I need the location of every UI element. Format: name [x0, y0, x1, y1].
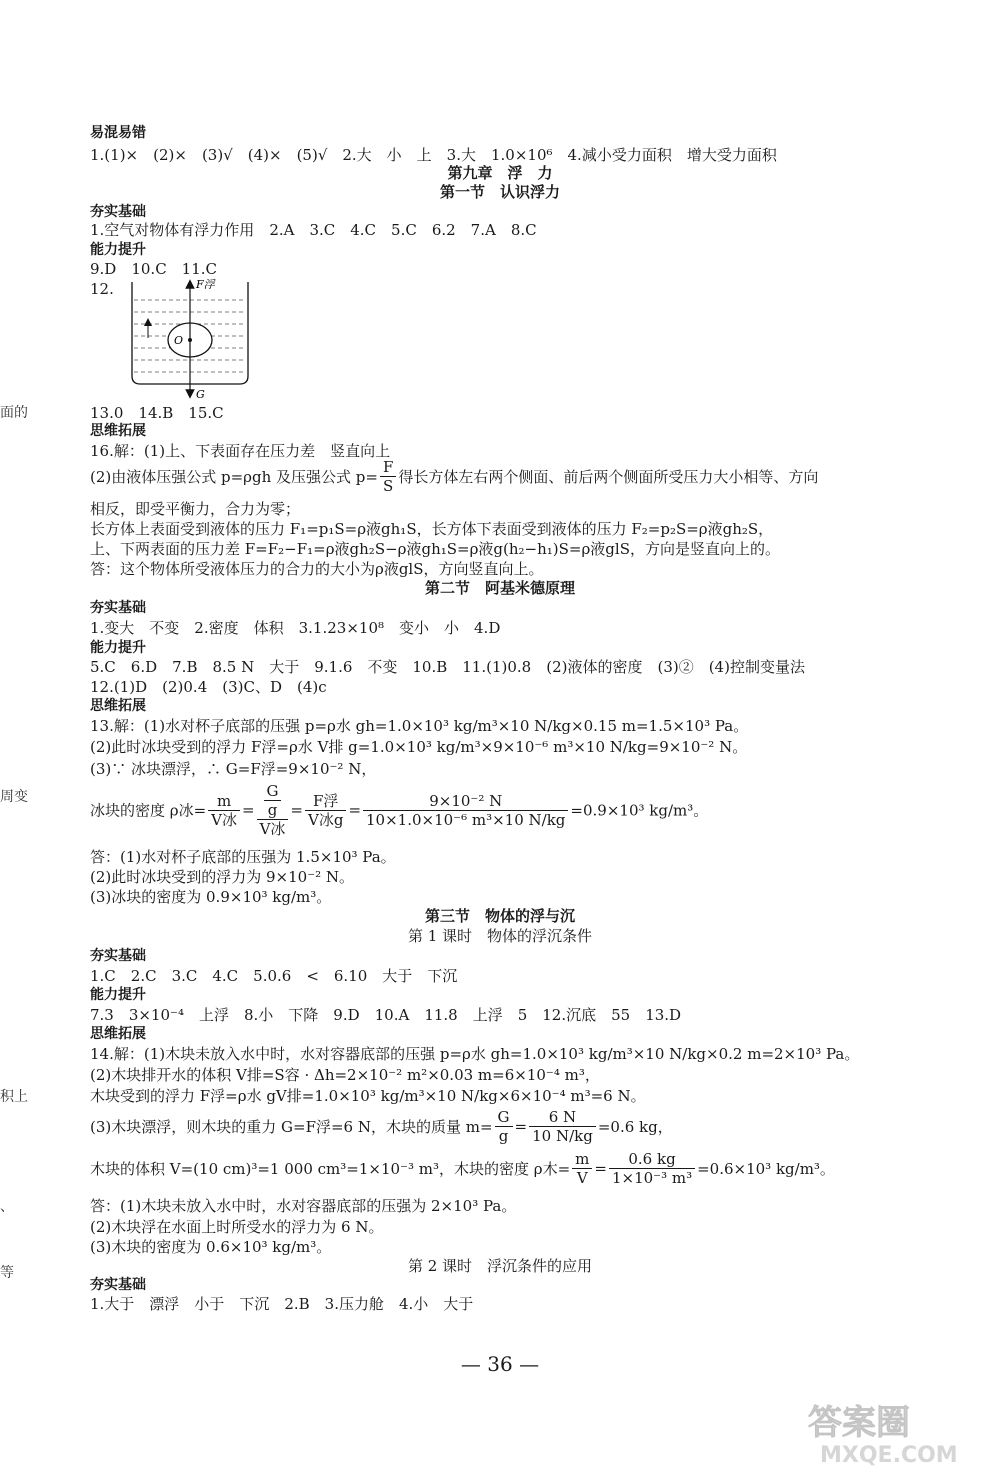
- answer-line: 16.解：(1)上、下表面存在压力差 竖直向上: [90, 442, 391, 460]
- answer-line: 1.变大 不变 2.密度 体积 3.1.23×10⁸ 变小 小 4.D: [90, 619, 501, 637]
- buoyancy-diagram: [128, 278, 258, 403]
- answer-line: 1.大于 漂浮 小于 下沉 2.B 3.压力舱 4.小 大于: [90, 1295, 474, 1313]
- section-heading: 思维拓展: [90, 423, 146, 439]
- answer-line: 相反，即受平衡力，合力为零；: [90, 500, 301, 518]
- center-label: O: [174, 334, 184, 347]
- formula-text: (2)由液体压强公式 p=ρgh 及压强公式 p=: [90, 468, 378, 486]
- answer-line: 1.空气对物体有浮力作用 2.A 3.C 4.C 5.C 6.2 7.A 8.C: [90, 221, 537, 239]
- section-heading: 能力提升: [90, 987, 146, 1003]
- edge-mark-2: 周变: [0, 789, 28, 805]
- page-number: — 36 —: [460, 1352, 540, 1376]
- edge-mark-3: 积上: [0, 1089, 28, 1105]
- section-title: 第 2 课时 浮沉条件的应用: [407, 1257, 593, 1275]
- answer-line: 12.: [90, 280, 114, 298]
- answer-line: 答：这个物体所受液体压力的合力的大小为ρ液glS，方向竖直向上。: [90, 560, 544, 578]
- answer-line: 上、下两表面的压力差 F=F₂−F₁=ρ液gh₂S−ρ液gh₁S=ρ液g(h₂−h₁)S=ρ液glS，方向是竖直向上的。: [90, 540, 780, 558]
- answer-line: 5.C 6.D 7.B 8.5 N 大于 9.1.6 不变 10.B 11.(1)0.8 (2)液体的密度 (3)② (4)控制变量法: [90, 658, 805, 676]
- section-title: 第二节 阿基米德原理: [424, 579, 575, 597]
- center-point: [188, 338, 192, 342]
- section-heading: 夯实基础: [90, 948, 146, 964]
- edge-mark-1: 面的: [0, 405, 28, 421]
- buoyant-force-label: F浮: [196, 278, 215, 291]
- section-title: 第 1 课时 物体的浮沉条件: [407, 927, 593, 945]
- answer-line: (2)此时冰块受到的浮力为 9×10⁻² N。: [90, 868, 355, 886]
- answer-line: 木块受到的浮力 F浮=ρ水 gV排=1.0×10³ kg/m³×10 N/kg×6×10⁻⁴ m³=6 N。: [90, 1087, 646, 1105]
- answer-line: (3)∵ 冰块漂浮，∴ G=F浮=9×10⁻² N，: [90, 760, 377, 778]
- section-heading: 夯实基础: [90, 1277, 146, 1293]
- answer-line: 7.3 3×10⁻⁴ 上浮 8.小 下降 9.D 10.A 11.8 上浮 5 12.沉底 55 13.D: [90, 1006, 682, 1024]
- edge-mark-5: 等: [0, 1265, 14, 1281]
- formula-16: [90, 458, 818, 495]
- answer-line: 长方体上表面受到液体的压力 F₁=p₁S=ρ液gh₁S，长方体下表面受到液体的压力 F₂=p₂S=ρ液gh₂S，: [90, 520, 774, 538]
- answer-line: 答：(1)木块未放入水中时，水对容器底部的压强为 2×10³ Pa。: [90, 1197, 517, 1215]
- svg-text:答案圈: 答案圈: [808, 1403, 910, 1443]
- section-heading: 能力提升: [90, 242, 146, 258]
- svg-text:MXQE.COM: MXQE.COM: [820, 1443, 958, 1468]
- section-heading: 夯实基础: [90, 600, 146, 616]
- formula-14-mass: (3)木块漂浮，则木块的重力 G=F浮=6 N，木块的质量 m= $\frac{G}{g}$ = $\frac{6 N}{10 N/kg}$ =0.6 kg，: [90, 1108, 673, 1145]
- answer-line: 1.C 2.C 3.C 4.C 5.0.6 < 6.10 大于 下沉: [90, 967, 458, 985]
- answer-line: (2)木块浮在水面上时所受水的浮力为 6 N。: [90, 1218, 384, 1236]
- section-heading: 思维拓展: [90, 698, 146, 714]
- section-title: 第九章 浮 力: [447, 164, 553, 182]
- section-heading: 易混易错: [90, 125, 146, 141]
- edge-mark-4: 、: [0, 1199, 14, 1215]
- formula-14-density: 木块的体积 V=(10 cm)³=1 000 cm³=1×10⁻³ m³，木块的密度 ρ木= $\frac{m}{V}$ = $\frac{0.6 kg}{\text{1×10⁻³ m³}}$ =0.6×10³ kg/m³。: [90, 1150, 835, 1187]
- answer-line: 14.解：(1)木块未放入水中时，水对容器底部的压强 p=ρ水 gh=1.0×10³ kg/m³×10 N/kg×0.2 m=2×10³ Pa。: [90, 1045, 860, 1063]
- section-heading: 思维拓展: [90, 1026, 146, 1042]
- section-heading: 能力提升: [90, 640, 146, 656]
- formula-13: 冰块的密度 ρ冰= $\frac{m}{\text{V冰}}$ = $\frac{\frac{G}{g}}{\text{V冰}}$ = $\frac{\text{F浮}}{\text{V冰g}}$ = $\frac{\text{9×10⁻² N}}{\text{10×1.0×10⁻⁶ m³×10 N/kg}}$ =0.9×10³ kg/m³。: [90, 782, 709, 838]
- answer-line: (2)此时冰块受到的浮力 F浮=ρ水 V排 g=1.0×10³ kg/m³×9×10⁻⁶ m³×10 N/kg=9×10⁻² N。: [90, 738, 748, 756]
- answer-line: (2)木块排开水的体积 V排=S容 · Δh=2×10⁻² m²×0.03 m=6×10⁻⁴ m³，: [90, 1066, 600, 1084]
- answer-line: 9.D 10.C 11.C: [90, 260, 218, 278]
- fraction: $\frac{F}{S}$: [380, 458, 396, 495]
- answer-line: 1.(1)× (2)× (3)√ (4)× (5)√ 2.大 小 上 3.大 1.0×10⁶ 4.减小受力面积 增大受力面积: [90, 146, 777, 164]
- section-title: 第一节 认识浮力: [439, 183, 560, 201]
- section-heading: 夯实基础: [90, 204, 146, 220]
- section-title: 第三节 物体的浮与沉: [424, 907, 575, 925]
- formula-text: 得长方体左右两个侧面、前后两个侧面所受压力大小相等、方向: [398, 468, 819, 486]
- watermark-logo: [800, 1398, 990, 1468]
- answer-line: 13.解：(1)水对杯子底部的压强 p=ρ水 gh=1.0×10³ kg/m³×10 N/kg×0.15 m=1.5×10³ Pa。: [90, 717, 749, 735]
- answer-line: 13.0 14.B 15.C: [90, 404, 224, 422]
- gravity-label: G: [196, 388, 205, 401]
- answer-line: (3)冰块的密度为 0.9×10³ kg/m³。: [90, 888, 332, 906]
- answer-line: 12.(1)D (2)0.4 (3)C、D (4)c: [90, 678, 327, 696]
- answer-line: 答：(1)水对杯子底部的压强为 1.5×10³ Pa。: [90, 848, 396, 866]
- answer-line: (3)木块的密度为 0.6×10³ kg/m³。: [90, 1238, 332, 1256]
